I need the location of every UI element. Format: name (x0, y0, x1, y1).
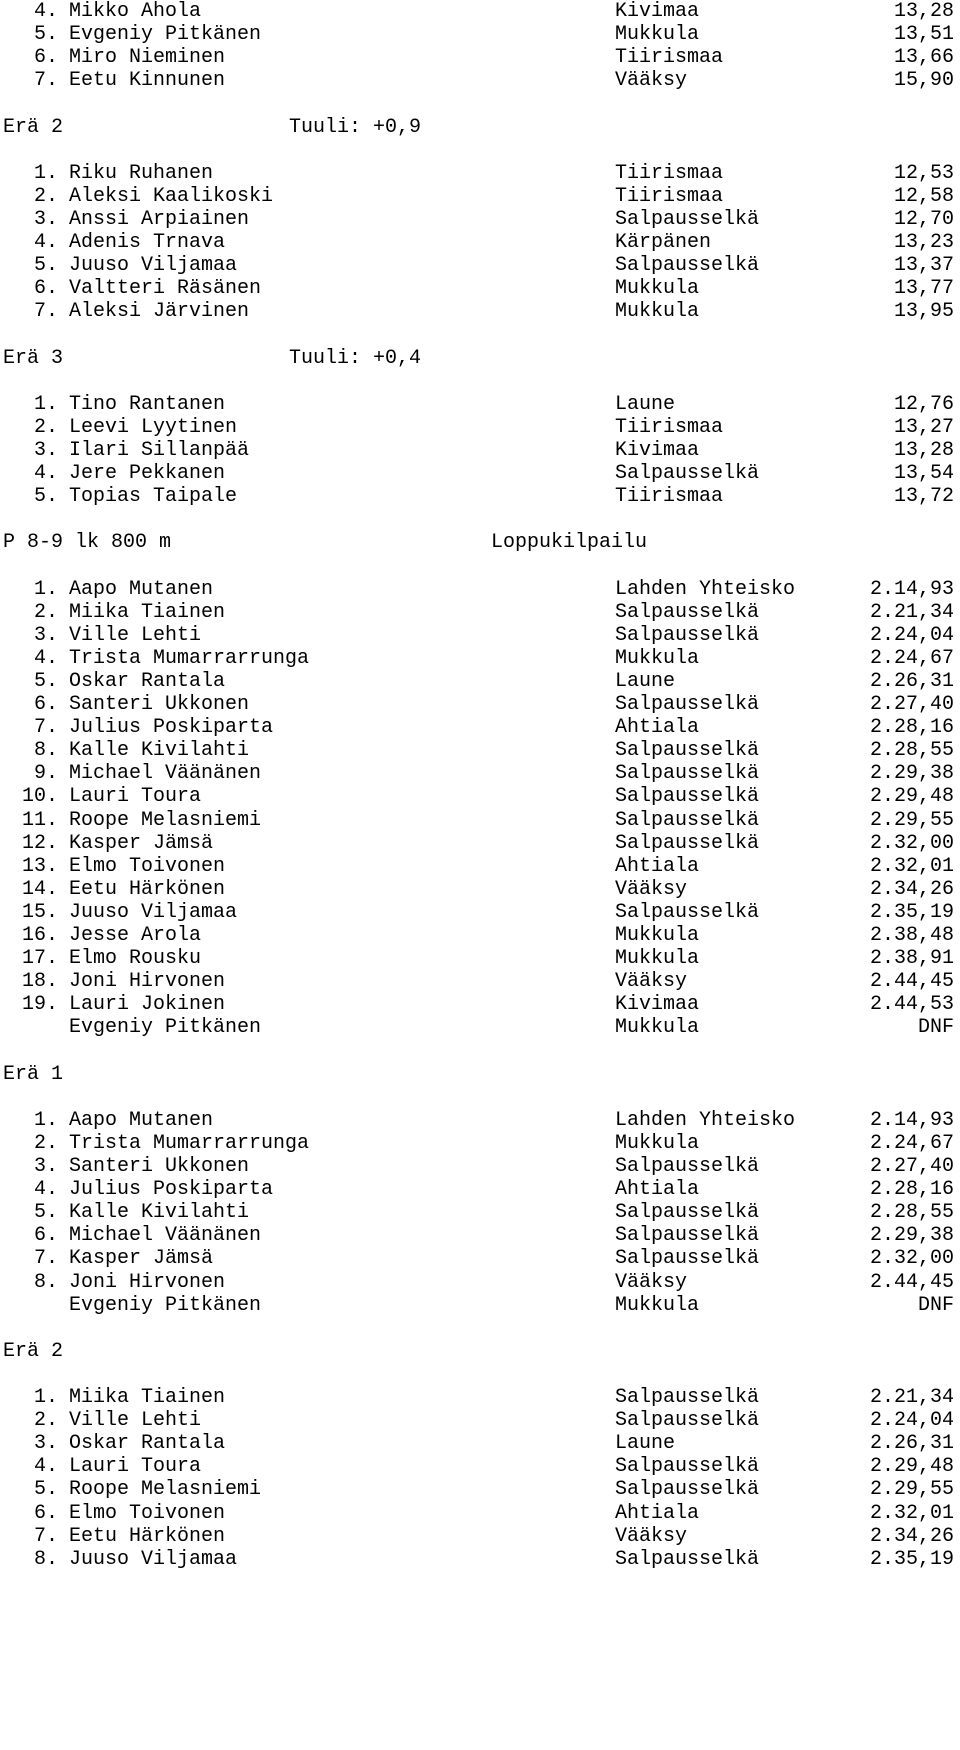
club-name: Salpausselkä (615, 1478, 760, 1502)
wind-reading: Tuuli: +0,9 (289, 115, 422, 139)
placement: 9. (33, 762, 58, 786)
club-name: Tiirismaa (615, 46, 724, 70)
club-name: Salpausselkä (615, 831, 760, 855)
result-row (0, 1015, 960, 1041)
athlete-name: Michael Väänänen (69, 1224, 262, 1248)
placement: 5. (33, 485, 58, 509)
athlete-name: Kalle Kivilahti (69, 1201, 250, 1225)
result-row (0, 299, 960, 325)
athlete-name: Elmo Toivonen (69, 854, 226, 878)
placement: 5. (33, 1201, 58, 1225)
placement: 5. (33, 1478, 58, 1502)
placement: 7. (33, 1524, 58, 1548)
result-row (0, 923, 960, 949)
placement: 12. (22, 831, 59, 855)
result-time: 2.27,40 (869, 1155, 954, 1178)
result-time: 2.29,48 (869, 785, 954, 809)
result-row (0, 877, 960, 903)
result-row (0, 761, 960, 787)
placement: 6. (33, 1501, 58, 1525)
result-row (0, 1177, 960, 1203)
result-time: 2.38,48 (869, 924, 954, 947)
result-time: 2.21,34 (869, 1386, 954, 1409)
result-row (0, 946, 960, 972)
club-name: Kärpänen (615, 231, 712, 254)
club-name: Vääksy (615, 877, 688, 901)
result-time: 2.24,04 (869, 623, 954, 647)
athlete-name: Santeri Ukkonen (69, 1155, 250, 1178)
result-row (0, 1501, 960, 1527)
athlete-name: Ville Lehti (69, 623, 202, 647)
athlete-name: Santeri Ukkonen (69, 693, 250, 716)
result-time: 2.44,45 (869, 1270, 954, 1294)
placement: 1. (33, 1108, 58, 1132)
club-name: Salpausselkä (615, 207, 760, 231)
club-name: Tiirismaa (615, 161, 724, 185)
club-name: Kivimaa (615, 0, 700, 23)
result-time: 2.24,67 (869, 646, 954, 670)
result-time: 2.29,48 (869, 1455, 954, 1479)
result-time: 2.26,31 (869, 1432, 954, 1456)
result-row (0, 1547, 960, 1573)
placement: 13. (22, 854, 59, 878)
athlete-name: Aapo Mutanen (69, 577, 214, 601)
club-name: Mukkula (615, 1131, 700, 1155)
result-row (0, 392, 960, 418)
athlete-name: Anssi Arpiainen (69, 207, 250, 231)
result-time: 15,90 (893, 69, 954, 93)
heat-header (0, 115, 960, 141)
athlete-name: Evgeniy Pitkänen (69, 1293, 262, 1317)
athlete-name: Kalle Kivilahti (69, 739, 250, 763)
result-time: 2.32,00 (869, 831, 954, 855)
club-name: Salpausselkä (615, 693, 760, 716)
result-time: 13,28 (893, 0, 954, 23)
result-row (0, 438, 960, 464)
result-row (0, 1524, 960, 1550)
placement: 6. (33, 693, 58, 716)
club-name: Salpausselkä (615, 808, 760, 832)
placement: 5. (33, 254, 58, 278)
placement: 1. (33, 161, 58, 185)
placement: 19. (22, 993, 59, 1017)
result-time: 2.32,01 (869, 1501, 954, 1525)
result-row (0, 646, 960, 672)
result-time: 13,54 (893, 462, 954, 485)
athlete-name: Joni Hirvonen (69, 970, 226, 994)
result-row (0, 669, 960, 695)
result-time: 13,27 (893, 415, 954, 439)
result-time: 13,28 (893, 438, 954, 462)
club-name: Salpausselkä (615, 1547, 760, 1571)
result-time: 13,95 (893, 300, 954, 324)
placement: 14. (22, 877, 59, 901)
result-row (0, 808, 960, 834)
placement: 7. (33, 300, 58, 324)
club-name: Salpausselkä (615, 1409, 760, 1433)
athlete-name: Juuso Viljamaa (69, 254, 238, 278)
result-row (0, 1293, 960, 1319)
athlete-name: Joni Hirvonen (69, 1270, 226, 1294)
club-name: Salpausselkä (615, 1455, 760, 1479)
result-row (0, 207, 960, 233)
club-name: Salpausselkä (615, 1201, 760, 1225)
club-name: Mukkula (615, 277, 700, 301)
placement: 1. (33, 392, 58, 416)
club-name: Ahtiala (615, 1501, 700, 1525)
athlete-name: Trista Mumarrarrunga (69, 1131, 310, 1155)
result-time: DNF (917, 1293, 954, 1317)
result-time: 2.28,16 (869, 716, 954, 740)
heat-label: Erä 1 (3, 1062, 64, 1086)
result-row (0, 969, 960, 995)
event-title: P 8-9 lk 800 m (3, 531, 172, 555)
result-row (0, 577, 960, 603)
athlete-name: Elmo Toivonen (69, 1501, 226, 1525)
placement: 6. (33, 277, 58, 301)
club-name: Salpausselkä (615, 762, 760, 786)
result-row (0, 738, 960, 764)
club-name: Lahden Yhteisko (615, 577, 796, 601)
athlete-name: Topias Taipale (69, 485, 238, 509)
result-time: 2.35,19 (869, 900, 954, 924)
athlete-name: Jere Pekkanen (69, 462, 226, 485)
athlete-name: Ville Lehti (69, 1409, 202, 1433)
club-name: Tiirismaa (615, 485, 724, 509)
result-time: 2.26,31 (869, 669, 954, 693)
placement: 1. (33, 1386, 58, 1409)
club-name: Salpausselkä (615, 1224, 760, 1248)
club-name: Ahtiala (615, 854, 700, 878)
result-row (0, 68, 960, 94)
club-name: Laune (615, 392, 676, 416)
club-name: Tiirismaa (615, 415, 724, 439)
result-row (0, 484, 960, 510)
club-name: Laune (615, 1432, 676, 1456)
placement: 7. (33, 69, 58, 93)
result-row (0, 623, 960, 649)
result-time: 2.44,53 (869, 993, 954, 1017)
heat-header (0, 346, 960, 372)
placement: 3. (33, 1432, 58, 1456)
athlete-name: Julius Poskiparta (69, 716, 274, 740)
result-row (0, 1108, 960, 1134)
placement: 2. (33, 415, 58, 439)
club-name: Mukkula (615, 1016, 700, 1040)
placement: 8. (33, 739, 58, 763)
club-name: Salpausselkä (615, 623, 760, 647)
result-row (0, 461, 960, 487)
result-time: 12,53 (893, 161, 954, 185)
heat-label: Erä 2 (3, 115, 64, 139)
club-name: Salpausselkä (615, 1247, 760, 1271)
result-row (0, 1431, 960, 1457)
placement: 3. (33, 207, 58, 231)
round-label: Loppukilpailu (491, 531, 648, 555)
club-name: Ahtiala (615, 716, 700, 740)
athlete-name: Aapo Mutanen (69, 1108, 214, 1132)
result-time: 13,77 (893, 277, 954, 301)
placement: 8. (33, 1270, 58, 1294)
result-time: 13,37 (893, 254, 954, 278)
athlete-name: Roope Melasniemi (69, 1478, 262, 1502)
result-time: 13,51 (893, 23, 954, 47)
athlete-name: Eetu Kinnunen (69, 69, 226, 93)
result-time: 2.21,34 (869, 600, 954, 624)
result-time: 2.32,00 (869, 1247, 954, 1271)
result-time: 2.14,93 (869, 577, 954, 601)
athlete-name: Michael Väänänen (69, 762, 262, 786)
athlete-name: Aleksi Kaalikoski (69, 184, 274, 208)
athlete-name: Juuso Viljamaa (69, 900, 238, 924)
result-row (0, 1408, 960, 1434)
placement: 11. (22, 808, 59, 832)
placement: 1. (33, 577, 58, 601)
placement: 3. (33, 623, 58, 647)
result-row (0, 715, 960, 741)
result-time: 2.24,04 (869, 1409, 954, 1433)
club-name: Salpausselkä (615, 600, 760, 624)
athlete-name: Evgeniy Pitkänen (69, 23, 262, 47)
club-name: Mukkula (615, 1293, 700, 1317)
athlete-name: Valtteri Räsänen (69, 277, 262, 301)
athlete-name: Miika Tiainen (69, 600, 226, 624)
placement: 4. (33, 1455, 58, 1479)
placement: 4. (33, 1178, 58, 1202)
athlete-name: Mikko Ahola (69, 0, 202, 23)
club-name: Vääksy (615, 1524, 688, 1548)
athlete-name: Leevi Lyytinen (69, 415, 238, 439)
result-time: 2.28,55 (869, 1201, 954, 1225)
placement: 16. (22, 924, 59, 947)
club-name: Tiirismaa (615, 184, 724, 208)
result-time: 2.32,01 (869, 854, 954, 878)
result-row (0, 831, 960, 857)
placement: 7. (33, 1247, 58, 1271)
athlete-name: Julius Poskiparta (69, 1178, 274, 1202)
result-row (0, 415, 960, 441)
result-time: 12,58 (893, 184, 954, 208)
result-row (0, 1223, 960, 1249)
placement: 8. (33, 1547, 58, 1571)
result-row (0, 900, 960, 926)
result-time: 2.29,38 (869, 762, 954, 786)
result-time: 2.35,19 (869, 1547, 954, 1571)
event-header (0, 530, 960, 556)
athlete-name: Ilari Sillanpää (69, 438, 250, 462)
athlete-name: Trista Mumarrarrunga (69, 646, 310, 670)
result-time: 2.14,93 (869, 1108, 954, 1132)
heat-label: Erä 3 (3, 346, 64, 370)
result-time: 2.29,55 (869, 1478, 954, 1502)
athlete-name: Eetu Härkönen (69, 877, 226, 901)
result-time: 2.28,16 (869, 1178, 954, 1202)
club-name: Mukkula (615, 646, 700, 670)
athlete-name: Juuso Viljamaa (69, 1547, 238, 1571)
placement: 17. (22, 947, 59, 971)
result-row (0, 692, 960, 718)
result-row (0, 1154, 960, 1180)
athlete-name: Aleksi Järvinen (69, 300, 250, 324)
result-row (0, 1131, 960, 1157)
result-row (0, 784, 960, 810)
athlete-name: Roope Melasniemi (69, 808, 262, 832)
placement: 3. (33, 438, 58, 462)
placement: 4. (33, 646, 58, 670)
result-time: 2.29,55 (869, 808, 954, 832)
athlete-name: Adenis Trnava (69, 231, 226, 254)
athlete-name: Tino Rantanen (69, 392, 226, 416)
result-row (0, 1385, 960, 1411)
placement: 4. (33, 0, 58, 23)
placement: 7. (33, 716, 58, 740)
placement: 3. (33, 1155, 58, 1178)
result-row (0, 45, 960, 71)
athlete-name: Lauri Toura (69, 785, 202, 809)
athlete-name: Jesse Arola (69, 924, 202, 947)
club-name: Vääksy (615, 1270, 688, 1294)
result-time: 2.29,38 (869, 1224, 954, 1248)
heat-header (0, 1339, 960, 1365)
club-name: Mukkula (615, 23, 700, 47)
result-time: 2.34,26 (869, 877, 954, 901)
result-time: 2.44,45 (869, 970, 954, 994)
club-name: Salpausselkä (615, 900, 760, 924)
club-name: Salpausselkä (615, 462, 760, 485)
placement: 6. (33, 46, 58, 70)
athlete-name: Kasper Jämsä (69, 1247, 214, 1271)
result-row (0, 1270, 960, 1296)
result-time: 13,72 (893, 485, 954, 509)
athlete-name: Lauri Jokinen (69, 993, 226, 1017)
athlete-name: Oskar Rantala (69, 1432, 226, 1456)
athlete-name: Miika Tiainen (69, 1386, 226, 1409)
athlete-name: Evgeniy Pitkänen (69, 1016, 262, 1040)
result-row (0, 253, 960, 279)
placement: 18. (22, 970, 59, 994)
club-name: Mukkula (615, 924, 700, 947)
result-time: 2.38,91 (869, 947, 954, 971)
athlete-name: Elmo Rousku (69, 947, 202, 971)
result-row (0, 1477, 960, 1503)
placement: 4. (33, 231, 58, 254)
athlete-name: Oskar Rantala (69, 669, 226, 693)
heat-header (0, 1062, 960, 1088)
club-name: Kivimaa (615, 438, 700, 462)
placement: 5. (33, 23, 58, 47)
athlete-name: Miro Nieminen (69, 46, 226, 70)
result-row (0, 854, 960, 880)
athlete-name: Riku Ruhanen (69, 161, 214, 185)
result-time: 2.34,26 (869, 1524, 954, 1548)
club-name: Salpausselkä (615, 254, 760, 278)
placement: 5. (33, 669, 58, 693)
result-row (0, 22, 960, 48)
result-row (0, 230, 960, 256)
result-time: 12,70 (893, 207, 954, 231)
result-time: 13,23 (893, 231, 954, 254)
result-time: 12,76 (893, 392, 954, 416)
club-name: Vääksy (615, 970, 688, 994)
athlete-name: Lauri Toura (69, 1455, 202, 1479)
result-time: 13,66 (893, 46, 954, 70)
club-name: Lahden Yhteisko (615, 1108, 796, 1132)
placement: 10. (22, 785, 59, 809)
result-row (0, 276, 960, 302)
placement: 2. (33, 600, 58, 624)
club-name: Vääksy (615, 69, 688, 93)
result-time: 2.28,55 (869, 739, 954, 763)
club-name: Salpausselkä (615, 739, 760, 763)
result-time: 2.27,40 (869, 693, 954, 716)
club-name: Salpausselkä (615, 1386, 760, 1409)
result-row (0, 1246, 960, 1272)
placement: 2. (33, 1131, 58, 1155)
result-row (0, 1454, 960, 1480)
placement: 4. (33, 462, 58, 485)
club-name: Ahtiala (615, 1178, 700, 1202)
club-name: Salpausselkä (615, 1155, 760, 1178)
result-row (0, 1200, 960, 1226)
placement: 15. (22, 900, 59, 924)
result-time: 2.24,67 (869, 1131, 954, 1155)
club-name: Mukkula (615, 947, 700, 971)
club-name: Salpausselkä (615, 785, 760, 809)
heat-label: Erä 2 (3, 1339, 64, 1363)
placement: 6. (33, 1224, 58, 1248)
result-row (0, 161, 960, 187)
result-time: DNF (917, 1016, 954, 1040)
club-name: Kivimaa (615, 993, 700, 1017)
placement: 2. (33, 184, 58, 208)
club-name: Laune (615, 669, 676, 693)
result-row (0, 184, 960, 210)
result-row (0, 600, 960, 626)
athlete-name: Eetu Härkönen (69, 1524, 226, 1548)
wind-reading: Tuuli: +0,4 (289, 346, 422, 370)
result-row (0, 992, 960, 1018)
athlete-name: Kasper Jämsä (69, 831, 214, 855)
placement: 2. (33, 1409, 58, 1433)
club-name: Mukkula (615, 300, 700, 324)
